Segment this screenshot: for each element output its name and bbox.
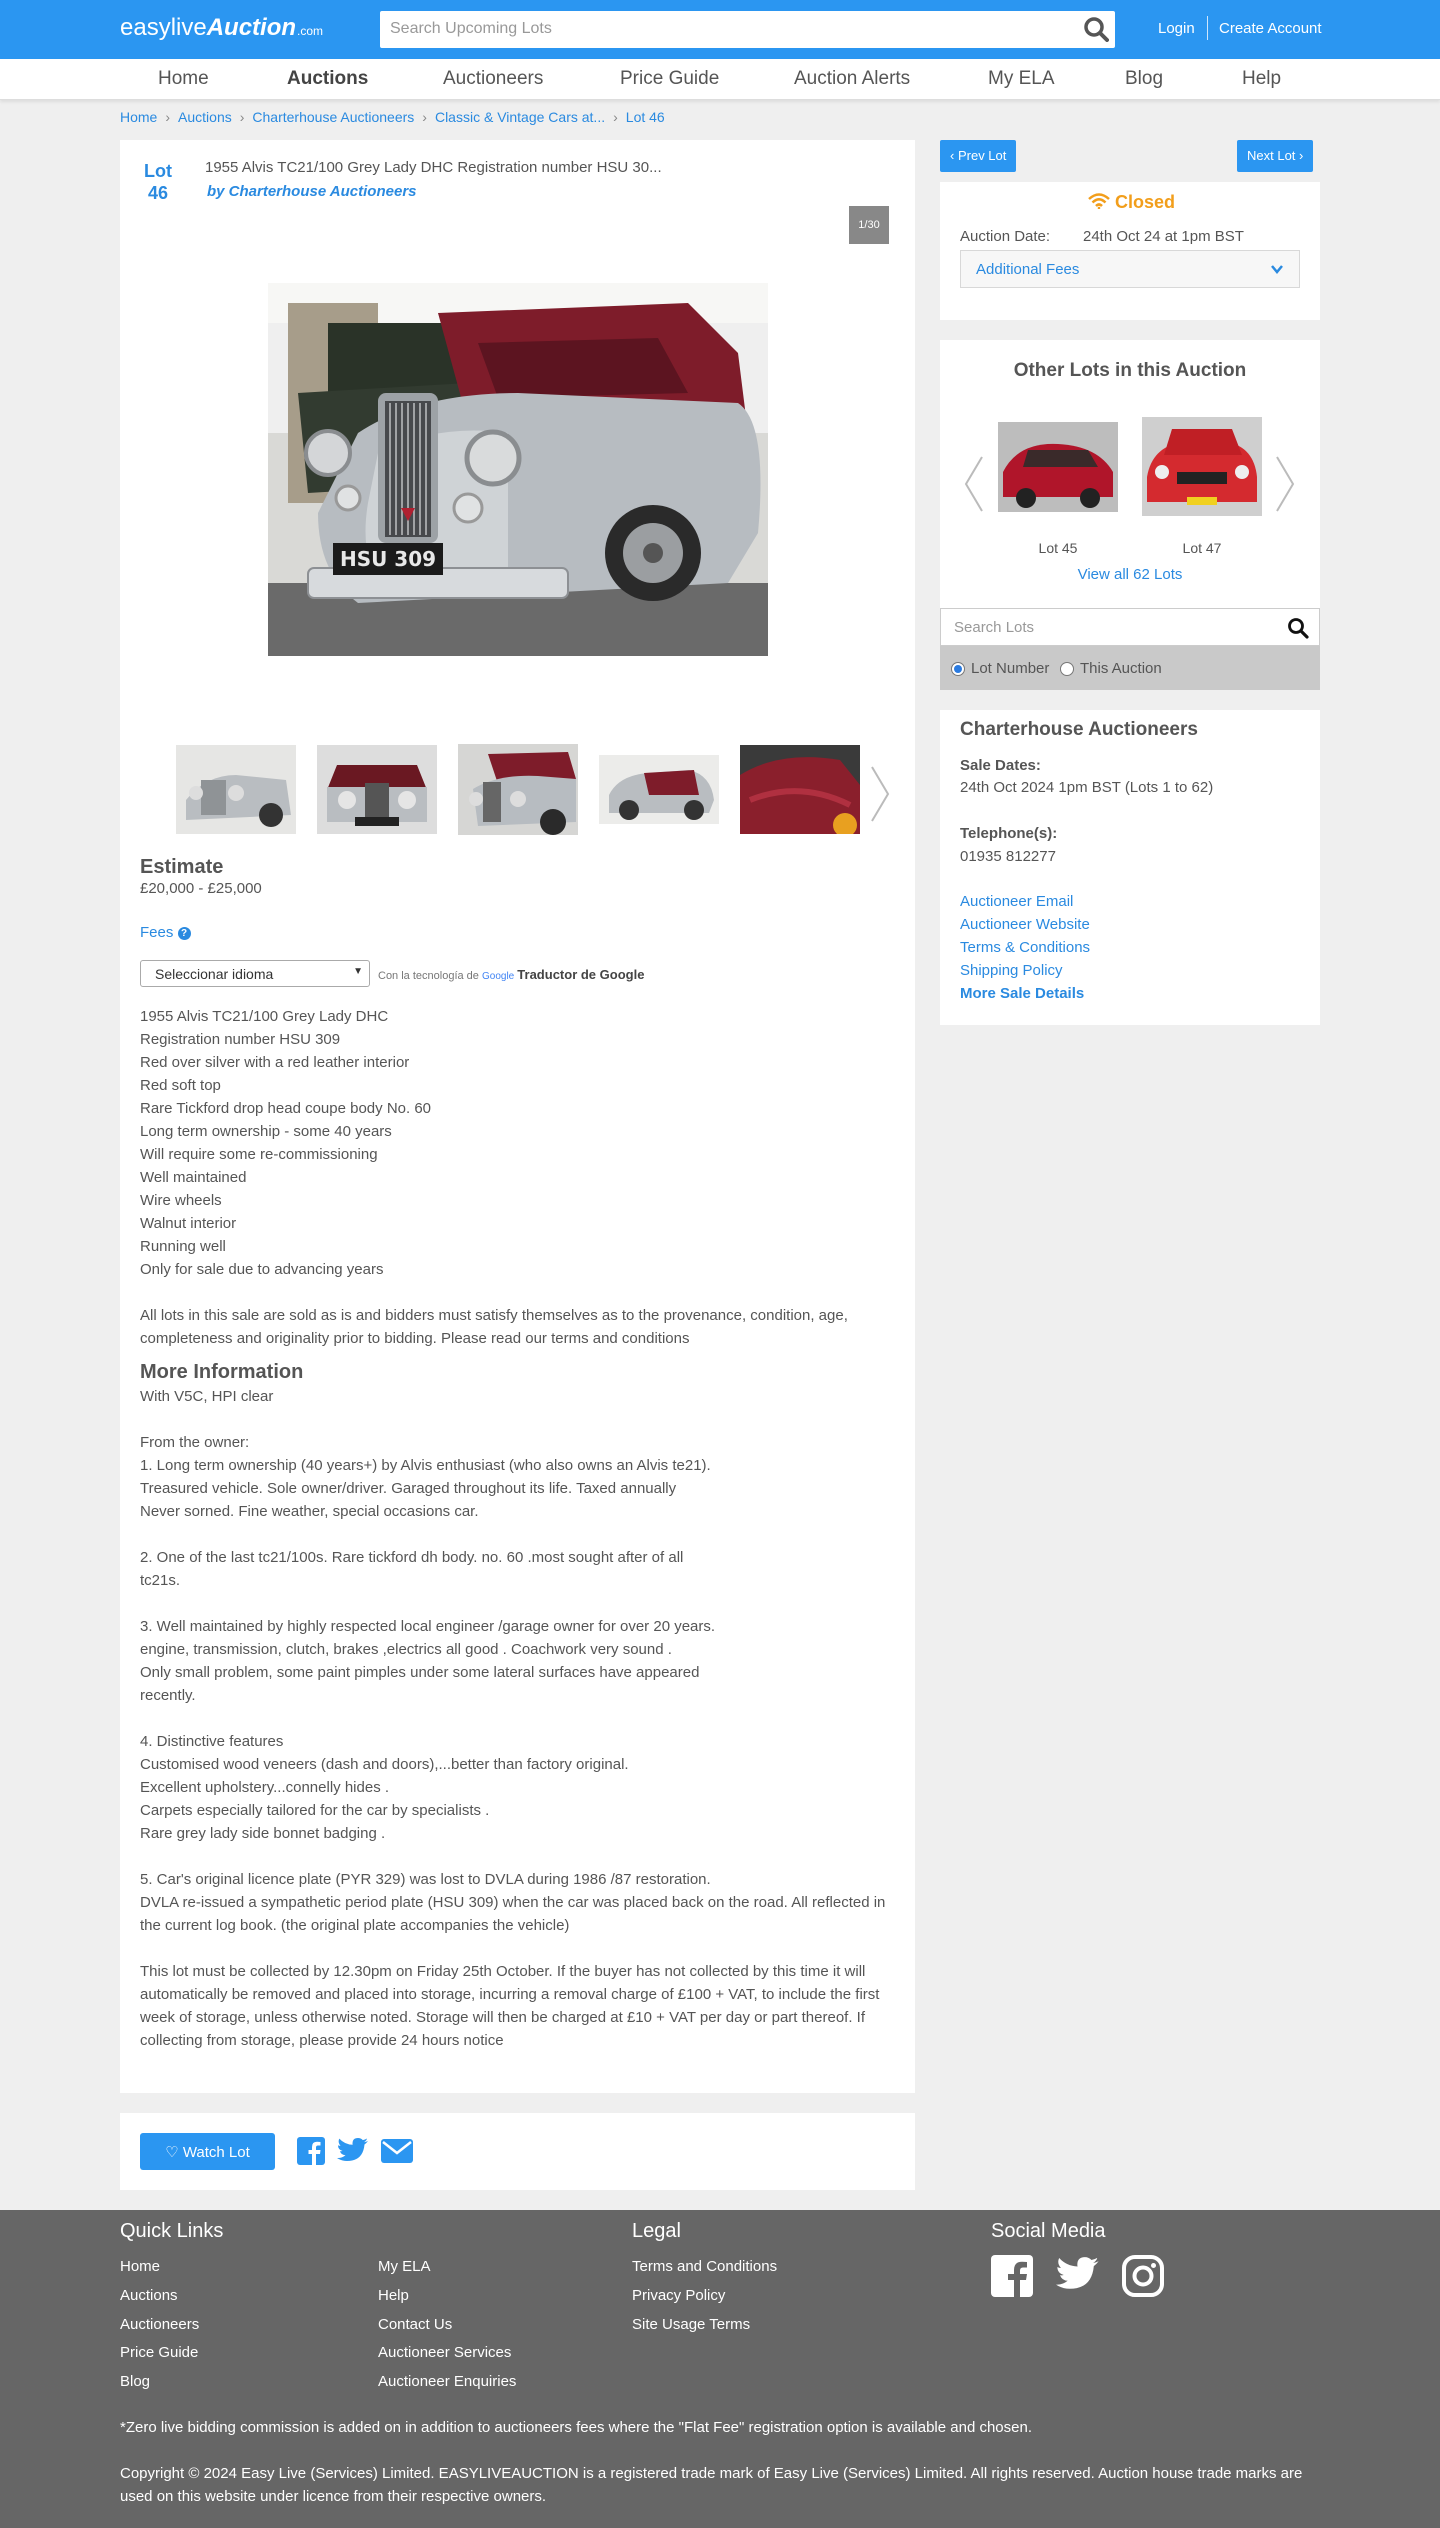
description-line: Red soft top [140, 1077, 221, 1094]
more-info-line: Carpets especially tailored for the car by specialists . [140, 1802, 490, 1819]
thumbnail-5[interactable] [740, 745, 860, 834]
question-icon: ? [178, 927, 191, 940]
search-scope-radios [940, 646, 1320, 690]
status-closed: Closed [1088, 192, 1175, 213]
site-logo[interactable] [120, 14, 323, 42]
more-info-body [140, 1385, 890, 2052]
auction-date-label: Auction Date: [960, 228, 1051, 245]
more-info-line: From the owner: [140, 1434, 250, 1451]
auction-date-value: 24th Oct 24 at 1pm BST [1083, 228, 1244, 245]
more-info-line: Customised wood veneers (dash and doors),...better than factory original. [140, 1756, 629, 1773]
more-info-paragraph [140, 1868, 890, 1937]
watch-lot-button[interactable]: ♡ Watch Lot [140, 2133, 275, 2170]
more-info-paragraph [140, 1546, 890, 1592]
telephone-label: Telephone(s): [960, 825, 1058, 842]
auctioneer-name: Charterhouse Auctioneers [960, 719, 1198, 740]
more-info-line: 3. Well maintained by highly respected local engineer /garage owner for over 20 years. [140, 1618, 716, 1635]
description-lines [140, 1005, 890, 1281]
more-info-heading: More Information [140, 1361, 304, 1383]
footer-copyright: Copyright © 2024 Easy Live (Services) Limited. EASYLIVEAUCTION is a registered trade mark of Easy Live (Services) Limited. All rights reserved. Auction house trade marks are used on this website under licence from their respective owners. [120, 2465, 1303, 2505]
view-all-lots-link[interactable]: View all 62 Lots [1077, 566, 1183, 583]
footer-link-terms[interactable]: Terms and Conditions [632, 2258, 778, 2275]
more-info-paragraph [140, 1960, 890, 2052]
thumbnail-1[interactable] [176, 745, 296, 834]
logo-text-easylive: easylive [120, 14, 207, 41]
other-lot-45-image[interactable] [998, 422, 1118, 512]
more-info-line: DVLA re-issued a sympathetic period plate (HSU 309) when the car was placed back on the road. All reflected in [140, 1894, 886, 1911]
select-arrow-icon: ▼ [353, 966, 363, 977]
breadcrumb-lot[interactable]: Lot 46 [625, 109, 665, 125]
thumbnail-2[interactable] [317, 745, 437, 834]
auctioneer-email-link[interactable]: Auctioneer Email [960, 893, 1074, 910]
nav-help[interactable]: Help [1242, 68, 1282, 89]
twitter-icon[interactable] [337, 2138, 369, 2164]
more-info-line: With V5C, HPI clear [140, 1388, 274, 1405]
footer-link-home[interactable]: Home [120, 2258, 161, 2275]
description-line: Will require some re-commissioning [140, 1146, 378, 1163]
telephone-value: 01935 812277 [960, 848, 1056, 865]
main-lot-image[interactable] [268, 283, 768, 656]
search-lots-input[interactable]: Search Lots [954, 619, 1035, 636]
search-icon[interactable] [1083, 16, 1109, 42]
other-lot-47-label[interactable]: Lot 47 [1182, 540, 1222, 556]
other-lot-47-image[interactable] [1142, 417, 1262, 516]
description-line: 1955 Alvis TC21/100 Grey Lady DHC [140, 1008, 389, 1025]
more-info-line: collecting from storage, please provide 24 hours notice [140, 2032, 504, 2049]
prev-lot-button[interactable]: ‹ Prev Lot [940, 140, 1016, 172]
footer-link-price-guide[interactable]: Price Guide [120, 2344, 199, 2361]
svg-text:HSU 309: HSU 309 [339, 547, 437, 571]
footer-link-blog[interactable]: Blog [120, 2373, 151, 2390]
footer-link-help[interactable]: Help [378, 2287, 409, 2304]
login-link[interactable]: Login [1158, 20, 1195, 37]
nav-auctions[interactable]: Auctions [287, 68, 369, 89]
nav-blog[interactable]: Blog [1125, 68, 1164, 89]
search-lots-icon[interactable] [1287, 617, 1309, 639]
footer-legal-heading: Legal [632, 2220, 681, 2242]
more-info-line: the current log book. (the original plate accompanies the vehicle) [140, 1917, 570, 1934]
footer-twitter-icon[interactable] [1056, 2257, 1100, 2293]
lot-number: Lot 46 [144, 161, 172, 203]
fees-link[interactable]: Fees ? [140, 924, 191, 941]
breadcrumb-auctioneer[interactable]: Charterhouse Auctioneers [252, 109, 415, 125]
sale-dates-label: Sale Dates: [960, 757, 1041, 774]
image-counter: 1/30 [849, 206, 889, 244]
more-info-line: 2. One of the last tc21/100s. Rare tickford dh body. no. 60 .most sought after of all [140, 1549, 684, 1566]
search-lots-box[interactable] [940, 608, 1320, 646]
sale-dates-value: 24th Oct 2024 1pm BST (Lots 1 to 62) [960, 779, 1214, 796]
more-info-line: Treasured vehicle. Sole owner/driver. Garaged throughout its life. Taxed annually [140, 1480, 677, 1497]
description-line: Walnut interior [140, 1215, 237, 1232]
thumbnail-next-chevron-icon[interactable] [869, 765, 891, 823]
footer [0, 2210, 1440, 2528]
breadcrumb: Home › Auctions › Charterhouse Auctioneers › Classic & Vintage Cars at... › Lot 46 [120, 109, 665, 125]
description-line: Well maintained [140, 1169, 247, 1186]
more-info-line: Never sorned. Fine weather, special occasions car. [140, 1503, 479, 1520]
more-info-line: This lot must be collected by 12.30pm on Friday 25th October. If the buyer has not collected by this time it will [140, 1963, 866, 1980]
top-bar [0, 0, 1440, 59]
breadcrumb-sale[interactable]: Classic & Vintage Cars at... [434, 109, 606, 125]
thumbnail-3[interactable] [458, 744, 578, 835]
other-lots-prev-chevron-icon[interactable] [963, 455, 985, 513]
breadcrumb-home[interactable]: Home [120, 109, 158, 125]
nav-my-ela[interactable]: My ELA [988, 68, 1055, 89]
nav-home[interactable]: Home [158, 68, 209, 89]
heart-icon: ♡ [165, 2144, 179, 2161]
footer-facebook-icon[interactable] [991, 2255, 1033, 2297]
terms-conditions-link[interactable]: Terms & Conditions [960, 939, 1091, 956]
more-sale-details-link[interactable]: More Sale Details [960, 985, 1085, 1002]
google-translate-credit: Con la tecnología de Google Traductor de Google [378, 967, 645, 982]
footer-link-auctions[interactable]: Auctions [120, 2287, 178, 2304]
chevron-right-icon: › [1299, 148, 1304, 163]
footer-link-my-ela[interactable]: My ELA [378, 2258, 431, 2275]
footer-social-heading: Social Media [991, 2220, 1106, 2242]
breadcrumb-auctions[interactable]: Auctions [178, 109, 232, 125]
auctioneer-byline[interactable]: by Charterhouse Auctioneers [207, 183, 417, 200]
footer-link-site-usage[interactable]: Site Usage Terms [632, 2316, 751, 2333]
search-upcoming-lots[interactable] [380, 11, 1115, 48]
logo-text-com: .com [297, 24, 324, 38]
more-info-line: 4. Distinctive features [140, 1733, 284, 1750]
footer-quick-links-heading: Quick Links [120, 2220, 224, 2242]
nav-auction-alerts[interactable]: Auction Alerts [794, 68, 911, 89]
email-icon[interactable] [380, 2138, 414, 2164]
description-line: Red over silver with a red leather interior [140, 1054, 410, 1071]
thumbnail-4[interactable] [599, 755, 719, 824]
more-info-line: tc21s. [140, 1572, 181, 1589]
nav-price-guide[interactable]: Price Guide [620, 68, 720, 89]
description-line: Rare Tickford drop head coupe body No. 60 [140, 1100, 432, 1117]
more-info-line: recently. [140, 1687, 196, 1704]
estimate-heading: Estimate [140, 856, 224, 878]
footer-link-auctioneers[interactable]: Auctioneers [120, 2316, 200, 2333]
more-info-line: automatically be removed and placed into storage, incurring a removal charge of £100 + VAT, to include the first [140, 1986, 880, 2003]
footer-link-contact-us[interactable]: Contact Us [378, 2316, 453, 2333]
more-info-line: engine, transmission, clutch, brakes ,electrics all good . Coachwork very sound . [140, 1641, 672, 1658]
other-lots-heading: Other Lots in this Auction [1013, 360, 1247, 381]
other-lots-next-chevron-icon[interactable] [1274, 455, 1296, 513]
shipping-policy-link[interactable]: Shipping Policy [960, 962, 1063, 979]
footer-link-auctioneer-services[interactable]: Auctioneer Services [378, 2344, 512, 2361]
more-info-paragraph [140, 1730, 890, 1845]
chevron-left-icon: ‹ [950, 148, 955, 163]
description-line: Long term ownership - some 40 years [140, 1123, 392, 1140]
logo-text-auction: Auction [206, 14, 297, 41]
more-info-line: Only small problem, some paint pimples under some lateral surfaces have appeared [140, 1664, 700, 1681]
other-lot-45-label[interactable]: Lot 45 [1038, 540, 1078, 556]
more-info-line: week of storage, unless otherwise noted. Storage will then be charged at £10 + VAT per day or part thereof. If [140, 2009, 866, 2026]
next-lot-button[interactable]: Next Lot › [1237, 140, 1313, 172]
header-divider [1207, 16, 1208, 40]
more-info-paragraph [140, 1615, 890, 1707]
wifi-icon [1088, 193, 1110, 209]
auctioneer-website-link[interactable]: Auctioneer Website [960, 916, 1090, 933]
radio-this-auction[interactable]: This Auction [1060, 660, 1162, 677]
footer-commission-note: *Zero live bidding commission is added on in addition to auctioneers fees where the "Flat Fee" registration option is available and chosen. [120, 2419, 1033, 2436]
lot-title: 1955 Alvis TC21/100 Grey Lady DHC Registration number HSU 30... [205, 159, 662, 176]
radio-lot-number[interactable]: Lot Number [951, 660, 1049, 677]
chevron-down-icon [1269, 261, 1285, 277]
main-nav [0, 59, 1440, 100]
description-line: Running well [140, 1238, 226, 1255]
description-line: Registration number HSU 309 [140, 1031, 341, 1048]
disclaimer-text: All lots in this sale are sold as is and bidders must satisfy themselves as to the provenance, condition, age, completeness and originality prior to bidding. Please read our terms and conditions [140, 1307, 848, 1347]
language-select[interactable]: Seleccionar idioma ▼ [140, 960, 370, 987]
more-info-line: Excellent upholstery...connelly hides . [140, 1779, 390, 1796]
more-info-line: Rare grey lady side bonnet badging . [140, 1825, 386, 1842]
footer-instagram-icon[interactable] [1122, 2255, 1164, 2297]
more-info-line: 5. Car's original licence plate (PYR 329) was lost to DVLA during 1986 /87 restoration. [140, 1871, 711, 1888]
more-info-paragraph [140, 1431, 890, 1523]
nav-auctioneers[interactable]: Auctioneers [443, 68, 544, 89]
facebook-icon[interactable] [297, 2137, 325, 2165]
description-line: Only for sale due to advancing years [140, 1261, 384, 1278]
footer-link-privacy[interactable]: Privacy Policy [632, 2287, 726, 2304]
footer-link-auctioneer-enquiries[interactable]: Auctioneer Enquiries [378, 2373, 517, 2390]
lot-description [140, 1005, 890, 2052]
description-line: Wire wheels [140, 1192, 222, 1209]
additional-fees-dropdown[interactable]: Additional Fees [960, 250, 1300, 288]
more-info-paragraph [140, 1385, 890, 1408]
estimate-value: £20,000 - £25,000 [140, 880, 262, 897]
create-account-link[interactable]: Create Account [1219, 20, 1322, 37]
search-input[interactable]: Search Upcoming Lots [390, 20, 552, 37]
more-info-line: 1. Long term ownership (40 years+) by Alvis enthusiast (who also owns an Alvis te21). [140, 1457, 711, 1474]
